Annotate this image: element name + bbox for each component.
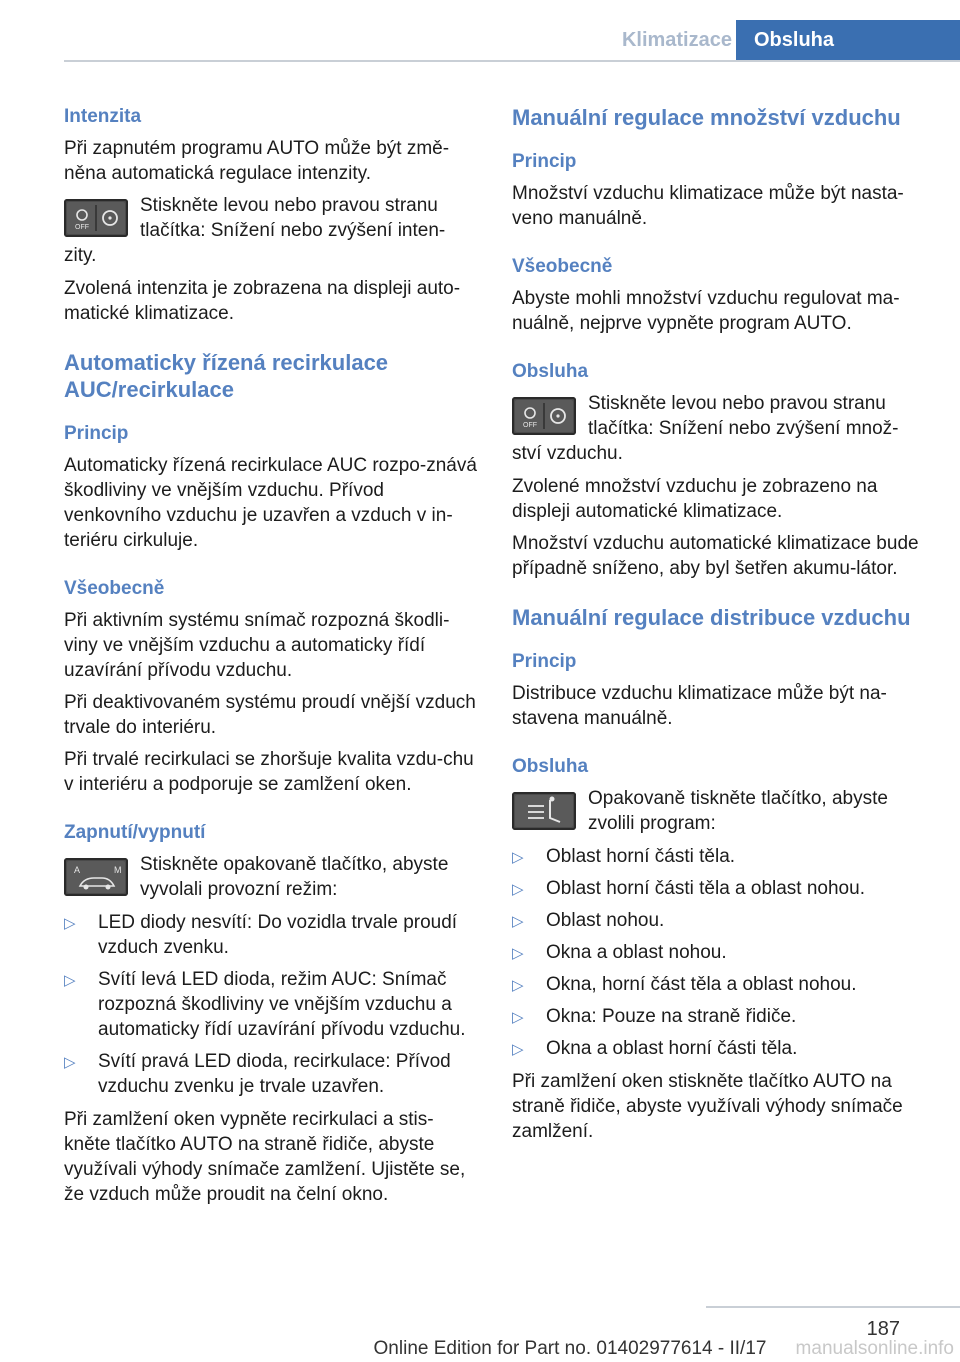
heading-princip: Princip <box>512 151 577 172</box>
list-item-text: Svítí levá LED dioda, režim AUC: Snímač rozpozná škodliviny ve vnějším vzduchu a automaticky řídí uzavírání přívodu vzduchu. <box>98 969 466 1040</box>
watermark: manualsonline.info <box>795 1338 954 1359</box>
paragraph: Při zamlžení oken vypněte recirkulaci a stis-kněte tlačítko AUTO na straně řidiče, abyste využívali výhody snímače zamlžení. Ujistěte se, že vzduch může proudit na čelní okno. <box>64 1109 466 1205</box>
bullet-triangle-icon: ▷ <box>64 1054 76 1071</box>
fan-off-label: OFF <box>523 422 537 429</box>
paragraph: Při trvalé recirkulaci se zhoršuje kvalita vzdu-chu v interiéru a podporuje se zamlžení oken. <box>64 749 474 795</box>
auc-button-icon <box>64 858 128 896</box>
bullet-triangle-icon: ▷ <box>512 881 524 898</box>
heading-princip: Princip <box>512 651 577 672</box>
auc-m-label: M <box>114 865 122 875</box>
list-item <box>512 876 932 901</box>
bullet-triangle-icon: ▷ <box>512 913 524 930</box>
list-item-text: Okna a oblast horní části těla. <box>546 1038 798 1059</box>
right-column <box>512 104 932 1151</box>
bullet-triangle-icon: ▷ <box>512 1041 524 1058</box>
heading-vseobecne: Všeobecně <box>512 256 613 277</box>
bullet-triangle-icon: ▷ <box>512 945 524 962</box>
list-item-text: Okna: Pouze na straně řidiče. <box>546 1006 797 1027</box>
list-item <box>64 967 478 1042</box>
auc-a-label: A <box>74 865 81 875</box>
section-tab: Klimatizace <box>621 29 732 51</box>
paragraph: Při zamlžení oken stiskněte tlačítko AUTO na straně řidiče, abyste využívali výhody snímače zamlžení. <box>512 1071 903 1142</box>
edition-note: Online Edition for Part no. 01402977614 - II/17 <box>373 1338 767 1359</box>
list-item <box>64 1049 478 1099</box>
list-item <box>512 1004 932 1029</box>
operation-text: Stiskněte opakovaně tlačítko, abyste vyvolali provozní režim: <box>140 854 449 900</box>
header-divider <box>64 60 960 62</box>
list-item-text: LED diody nesvítí: Do vozidla trvale proudí vzduch zvenku. <box>98 912 458 958</box>
paragraph: Při deaktivovaném systému proudí vnější vzduch trvale do interiéru. <box>64 692 476 738</box>
operation-block <box>512 391 932 466</box>
heading-mnozstvi: Manuální regulace množství vzduchu <box>512 105 901 130</box>
bullet-triangle-icon: ▷ <box>512 849 524 866</box>
heading-intenzita: Intenzita <box>64 106 142 127</box>
list-item <box>512 844 932 869</box>
list-item <box>512 908 932 933</box>
heading-auc: Automaticky řízená recirkulace AUC/recirkulace <box>64 350 389 402</box>
mode-list <box>64 910 478 1099</box>
paragraph: Abyste mohli množství vzduchu regulovat ma-nuálně, nejprve vypněte program AUTO. <box>512 288 900 334</box>
operation-block <box>64 852 478 902</box>
operation-block <box>64 193 478 268</box>
bullet-triangle-icon: ▷ <box>512 977 524 994</box>
heading-zapnuti: Zapnutí/vypnutí <box>64 822 206 843</box>
heading-princip: Princip <box>64 423 129 444</box>
paragraph: Množství vzduchu automatické klimatizace bude případně sníženo, aby byl šetřen akumu-látor. <box>512 533 919 579</box>
list-item-text: Oblast horní části těla. <box>546 846 736 867</box>
fan-off-label: OFF <box>75 224 89 231</box>
page-number: 187 <box>866 1318 900 1340</box>
heading-obsluha: Obsluha <box>512 756 589 777</box>
operation-text-tail: zity. <box>64 245 97 266</box>
paragraph: Zvolená intenzita je zobrazena na displeji auto-matické klimatizace. <box>64 278 461 324</box>
heading-vseobecne: Všeobecně <box>64 578 165 599</box>
paragraph: Distribuce vzduchu klimatizace může být na-stavena manuálně. <box>512 683 887 729</box>
list-item-text: Svítí pravá LED dioda, recirkulace: Přívod vzduchu zvenku je trvale uzavřen. <box>98 1051 451 1097</box>
list-item <box>512 940 932 965</box>
heading-obsluha: Obsluha <box>512 361 589 382</box>
operation-text: Stiskněte levou nebo pravou stranu tlačítka: Snížení nebo zvýšení množ- <box>588 393 899 439</box>
list-item <box>64 910 478 960</box>
program-list <box>512 844 932 1061</box>
left-column <box>64 104 478 1214</box>
paragraph: Množství vzduchu klimatizace může být nasta-veno manuálně. <box>512 183 904 229</box>
operation-block <box>512 786 932 836</box>
list-item-text: Okna a oblast nohou. <box>546 942 727 963</box>
bullet-triangle-icon: ▷ <box>512 1009 524 1026</box>
footer-divider <box>706 1306 960 1308</box>
paragraph: Zvolené množství vzduchu je zobrazeno na displeji automatické klimatizace. <box>512 476 878 522</box>
air-distribution-button-icon <box>512 792 576 830</box>
list-item-text: Okna, horní část těla a oblast nohou. <box>546 974 857 995</box>
active-tab: Obsluha <box>736 20 960 62</box>
bullet-triangle-icon: ▷ <box>64 972 76 989</box>
list-item <box>512 972 932 997</box>
operation-text: Opakovaně tiskněte tlačítko, abyste zvolili program: <box>588 788 888 834</box>
operation-text: Stiskněte levou nebo pravou stranu tlačítka: Snížení nebo zvýšení inten- <box>140 195 446 241</box>
heading-distribuce: Manuální regulace distribuce vzduchu <box>512 605 911 630</box>
list-item-text: Oblast horní části těla a oblast nohou. <box>546 878 865 899</box>
list-item <box>512 1036 932 1061</box>
paragraph: Při zapnutém programu AUTO může být změ-něna automatická regulace intenzity. <box>64 138 450 184</box>
fan-button-icon <box>512 397 576 435</box>
bullet-triangle-icon: ▷ <box>64 915 76 932</box>
list-item-text: Oblast nohou. <box>546 910 665 931</box>
paragraph: Automaticky řízená recirkulace AUC rozpo-znává škodliviny ve vnějším vzduchu. Přívod venkovního vzduchu je uzavřen a vzduch v in-teriéru cirkuluje. <box>64 455 477 551</box>
fan-button-icon <box>64 199 128 237</box>
paragraph: Při aktivním systému snímač rozpozná škodli-viny ve vnějším vzduchu a automaticky řídí uzavírání přívodu vzduchu. <box>64 610 450 681</box>
operation-text-tail: ství vzduchu. <box>512 443 623 464</box>
